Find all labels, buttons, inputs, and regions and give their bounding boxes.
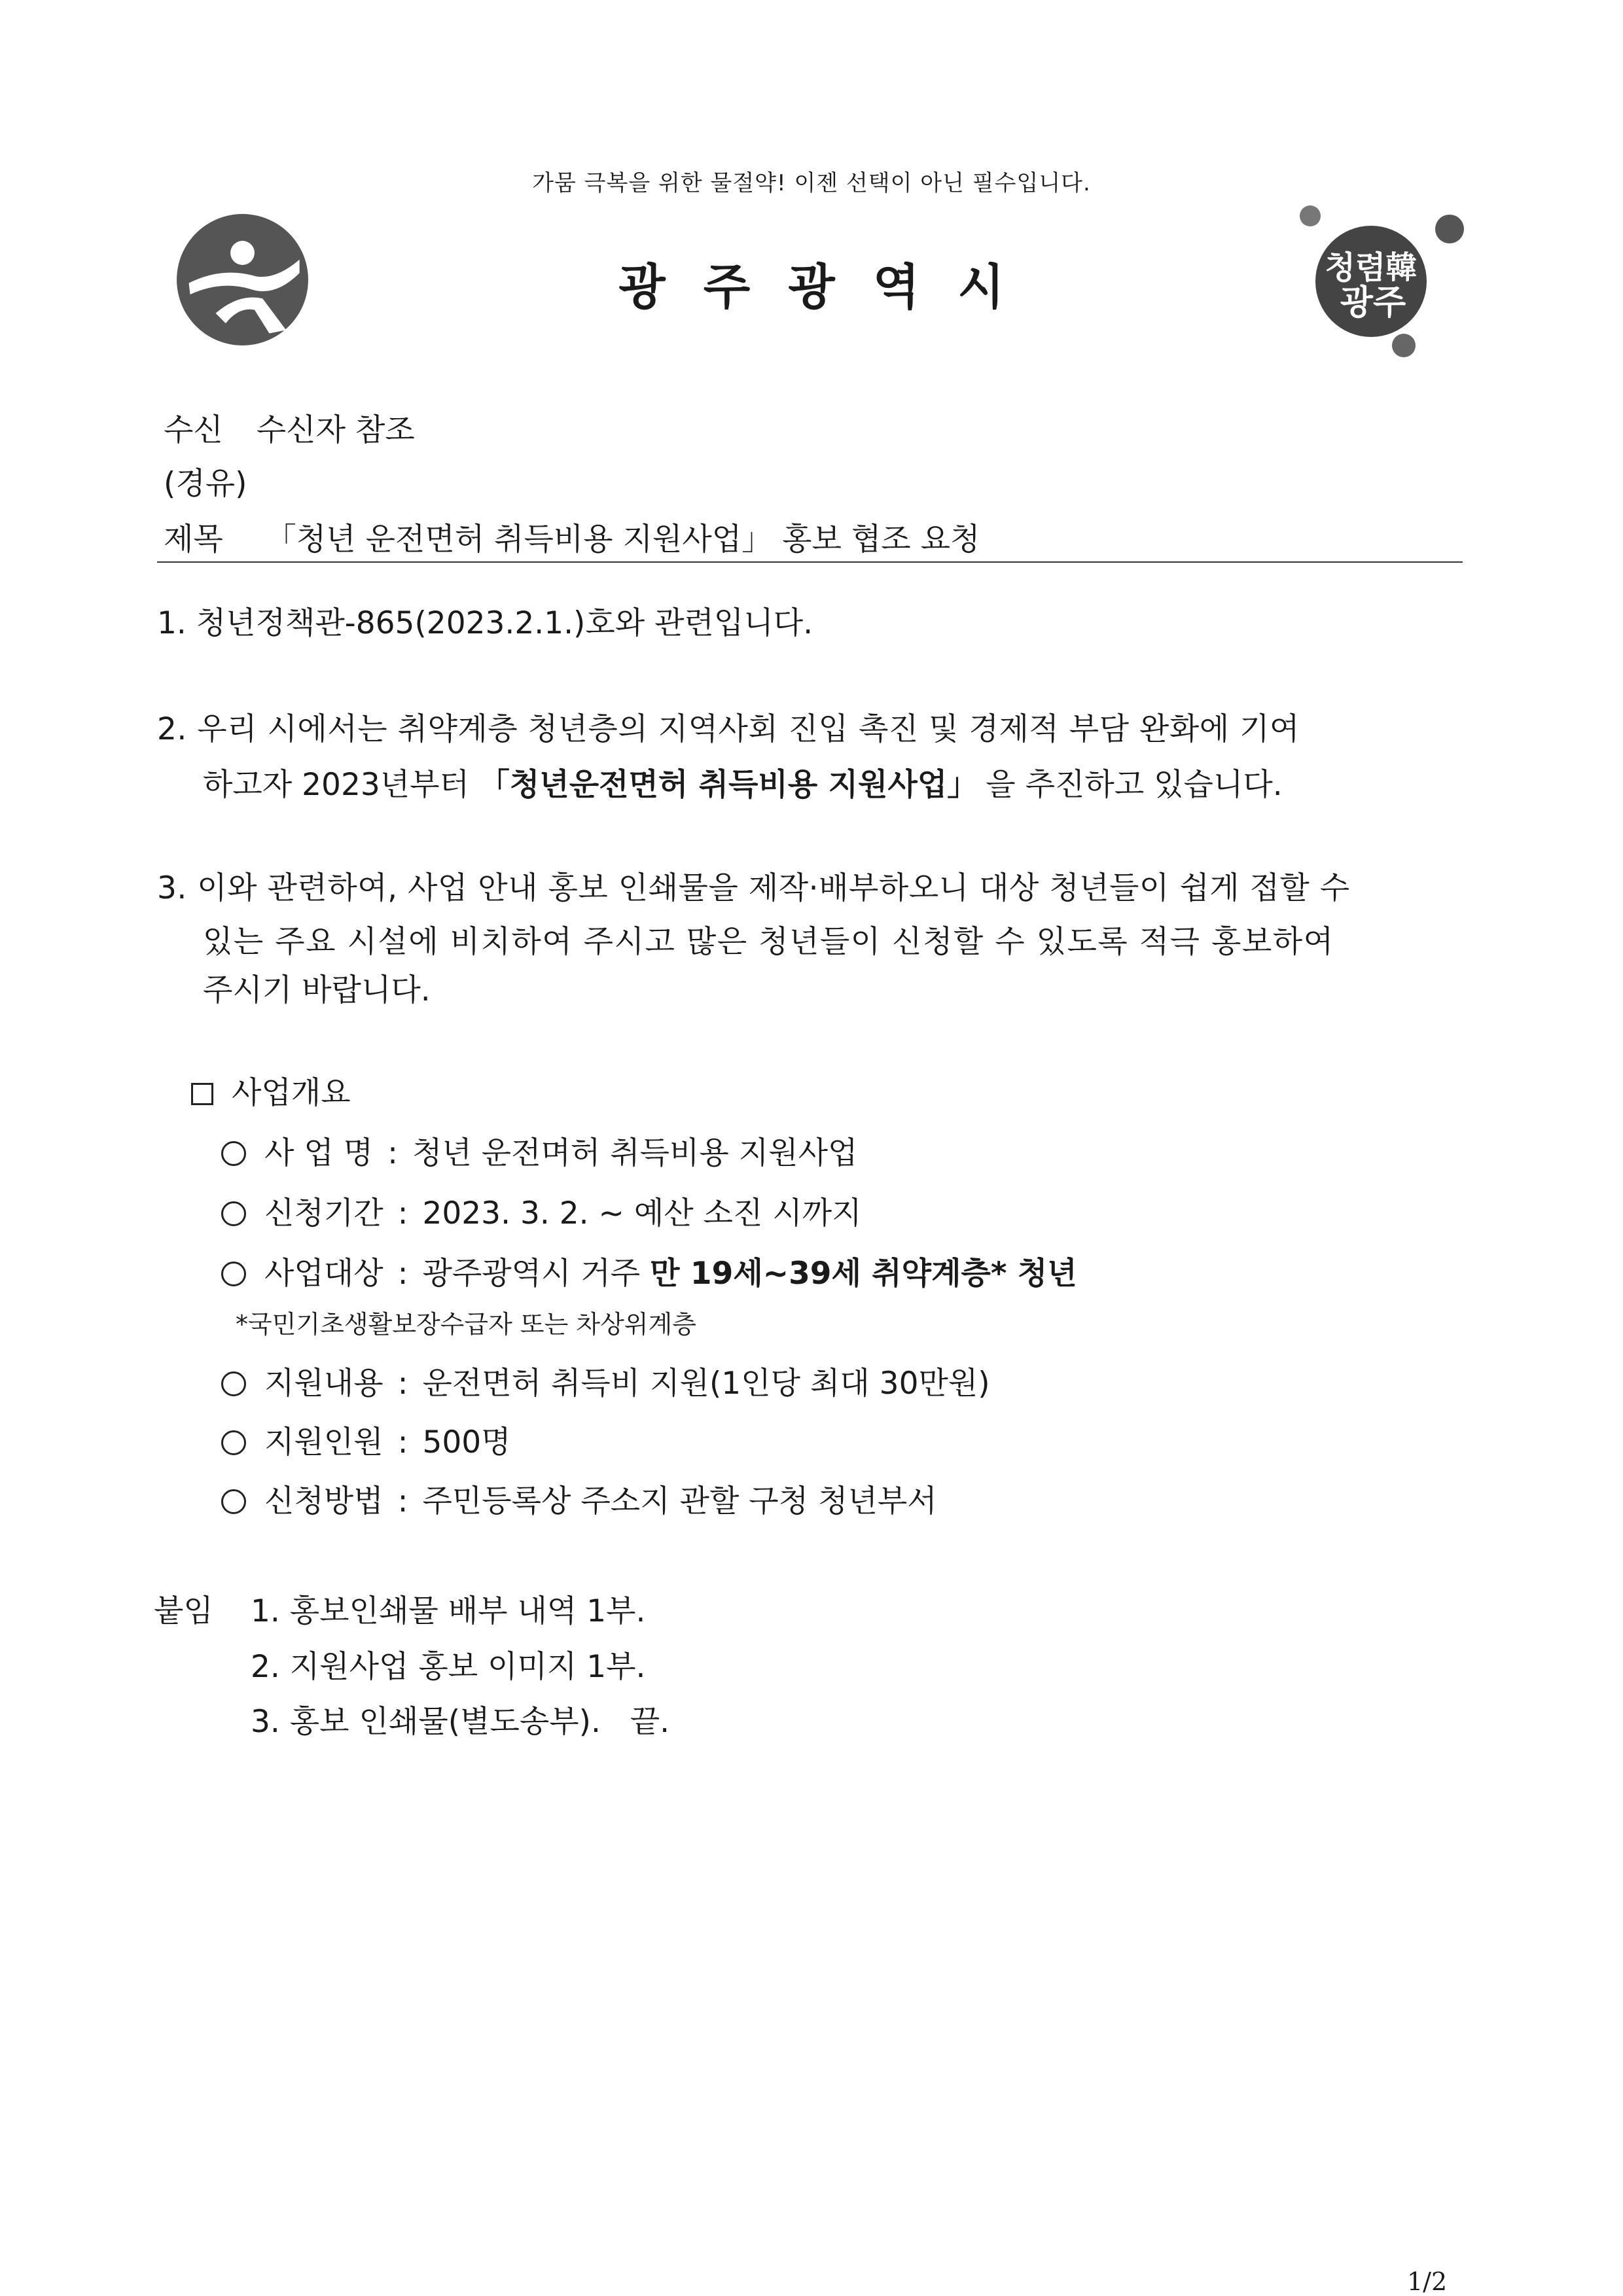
item-label: 신청기간 [264, 1195, 383, 1231]
overview-item [221, 1418, 511, 1462]
item-value: 500명 [422, 1424, 511, 1460]
item-value: 2023. 3. 2. ~ 예산 소진 시까지 [422, 1195, 862, 1231]
item-label: 사업대상 [264, 1256, 383, 1292]
subject-divider [157, 561, 1463, 563]
via-label: (경유) [164, 466, 247, 502]
program-name-bold: 「청년운전면허 취득비용 지원사업」 [478, 767, 978, 803]
circle-bullet-icon [221, 1141, 246, 1166]
footnote: *국민기초생활보장수급자 또는 차상위계층 [236, 1310, 696, 1339]
item-label: 사 업 명 [264, 1135, 374, 1171]
item-value: 운전면허 취득비 지원(1인당 최대 30만원) [422, 1366, 990, 1402]
item-value: 주민등록상 주소지 관할 구청 청년부서 [422, 1483, 937, 1519]
circle-bullet-icon [221, 1262, 246, 1286]
overview-item [221, 1477, 937, 1521]
paragraph-2-post: 을 추진하고 있습니다. [986, 767, 1283, 803]
item-colon: : [397, 1195, 408, 1231]
overview-item [221, 1189, 862, 1233]
cheongryeom-gwangju-logo-icon [1296, 196, 1466, 373]
slogan: 가뭄 극복을 위한 물절약! 이젠 선택이 아닌 필수입니다. [532, 170, 1091, 196]
item-label: 지원인원 [264, 1424, 383, 1460]
paragraph-3-line1: 3. 이와 관련하여, 사업 안내 홍보 인쇄물을 제작·배부하오니 대상 청년들이 쉽게 접할 수 [157, 870, 1350, 906]
subject-value: 「청년 운전면허 취득비용 지원사업」 홍보 협조 요청 [265, 521, 980, 557]
page-number: 1/2 [1407, 2267, 1448, 2296]
circle-bullet-icon [221, 1371, 246, 1396]
item-colon: : [397, 1366, 408, 1402]
item-value-bold: 만 19세~39세 취약계층* 청년 [650, 1256, 1077, 1292]
attachment-item: 1. 홍보인쇄물 배부 내역 1부. [251, 1593, 646, 1629]
paragraph-2-pre: 하고자 2023년부터 [203, 767, 479, 803]
overview-heading-row [191, 1069, 351, 1112]
circle-bullet-icon [221, 1201, 246, 1226]
overview-heading: 사업개요 [232, 1075, 351, 1111]
item-colon: : [397, 1483, 408, 1519]
youth-logo-line1: 청렴韓 [1325, 249, 1418, 286]
overview-item [221, 1129, 857, 1173]
youth-logo-line2: 광주 [1340, 283, 1406, 323]
paragraph-1: 1. 청년정책관-865(2023.2.1.)호와 관련입니다. [157, 605, 813, 641]
item-label: 지원내용 [264, 1366, 383, 1402]
subject-label: 제목 [164, 521, 223, 557]
paragraph-3-line3: 주시기 바랍니다. [203, 972, 431, 1008]
paragraph-2-line1: 2. 우리 시에서는 취약계층 청년층의 지역사회 진입 촉진 및 경제적 부담 완화에 기여 [157, 711, 1300, 747]
square-bullet-icon [191, 1083, 213, 1105]
item-colon: : [387, 1135, 398, 1171]
overview-item [221, 1249, 1077, 1293]
attachments-label: 붙임 [154, 1593, 213, 1629]
item-value: 청년 운전며허 취득비용 지원사업 [412, 1135, 858, 1171]
circle-bullet-icon [221, 1489, 246, 1514]
attachment-item: 2. 지원사업 홍보 이미지 1부. [251, 1649, 646, 1685]
overview-item [221, 1359, 990, 1403]
item-colon: : [397, 1256, 408, 1292]
attachment-item: 3. 홍보 인쇄물(별도송부). 끝. [251, 1704, 670, 1740]
city-title: 광주광역시 [618, 259, 1043, 315]
item-colon: : [397, 1424, 408, 1460]
subject-row [164, 515, 980, 559]
paragraph-2-line2 [203, 760, 1283, 804]
recipient-value: 수신자 참조 [256, 412, 415, 448]
recipient-row [164, 406, 415, 450]
recipient-label: 수신 [164, 412, 223, 448]
circle-bullet-icon [221, 1430, 246, 1455]
paragraph-3-line2: 있는 주요 시설에 비치하여 주시고 많은 청년들이 신청할 수 있도록 적극 홍보하여 [203, 924, 1334, 960]
item-label: 신청방법 [264, 1483, 383, 1519]
item-value-pre: 광주광역시 거주 [422, 1256, 651, 1292]
